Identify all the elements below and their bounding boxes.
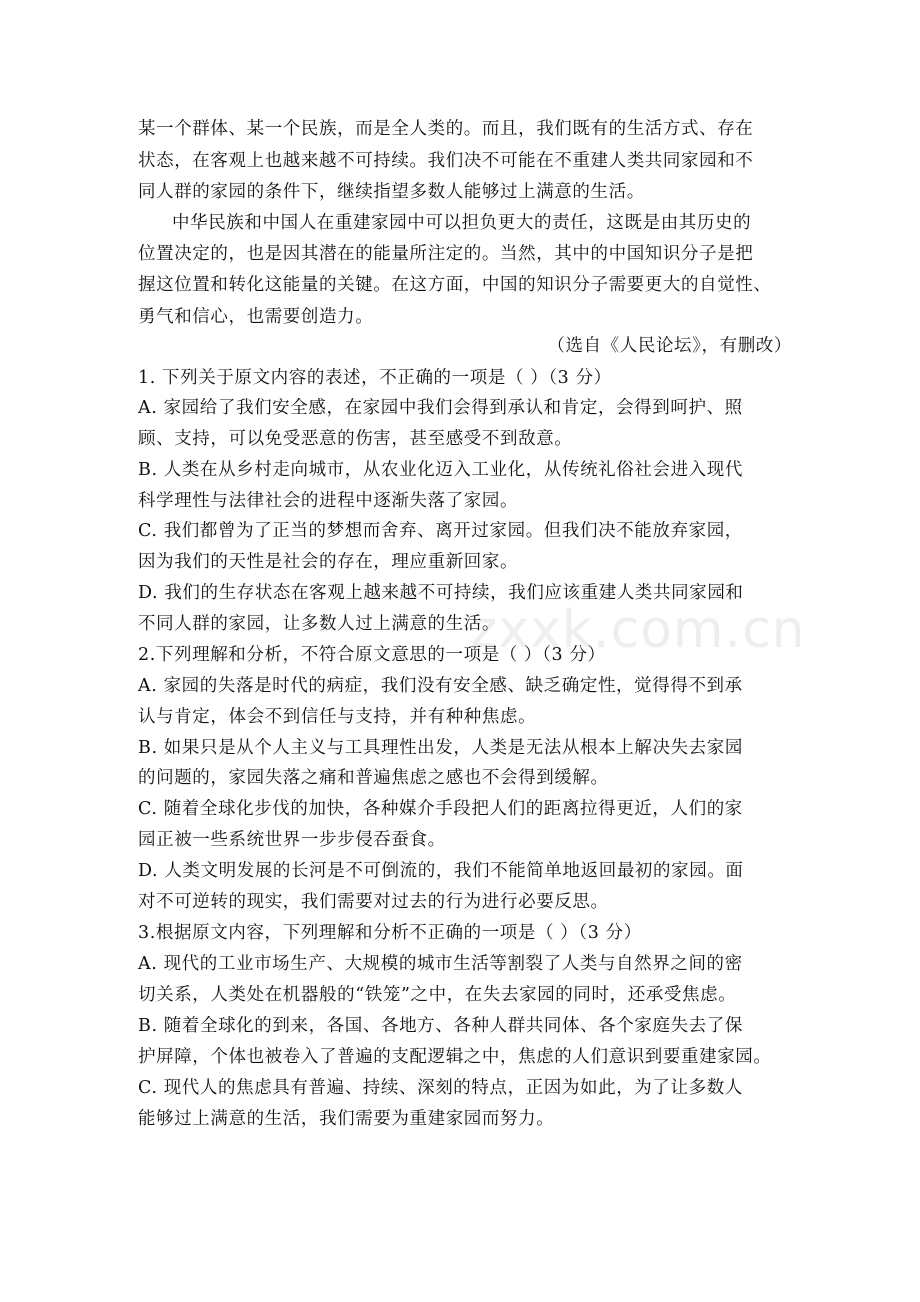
passage-line: 某一个群体、某一个民族，而是全人类的。而且，我们既有的生活方式、存在 xyxy=(138,119,754,139)
option-line: B. 人类在从乡村走向城市，从农业化迈入工业化，从传统礼俗社会进入现代 xyxy=(138,460,743,480)
option-line: 认与肯定，体会不到信任与支持，并有种种焦虑。 xyxy=(138,707,537,727)
passage-source: （选自《人民论坛》，有删改） xyxy=(547,336,792,356)
option-line: C. 现代人的焦虑具有普遍、持续、深刻的特点，正因为如此，为了让多数人 xyxy=(138,1078,743,1098)
passage-line: 同人群的家园的条件下，继续指望多数人能够过上满意的生活。 xyxy=(138,182,645,202)
option-line: B. 随着全球化的到来，各国、各地方、各种人群共同体、各个家庭失去了保 xyxy=(138,1016,743,1036)
option-line: 顾、支持，可以免受恶意的伤害，甚至感受不到敌意。 xyxy=(138,429,573,449)
question-stem: 2.下列理解和分析，不符合原文意思的一项是（ ）（3 分） xyxy=(138,645,606,665)
option-line: D. 人类文明发展的长河是不可倒流的，我们不能简单地返回最初的家园。面 xyxy=(138,861,744,881)
passage-line: 状态，在客观上也越来越不可持续。我们决不可能在不重建人类共同家园和不 xyxy=(138,151,754,171)
option-line: 因为我们的天性是社会的存在，理应重新回家。 xyxy=(138,552,519,572)
option-line: 切关系，人类处在机器般的“铁笼”之中，在失去家园的同时，还承受焦虑。 xyxy=(138,985,737,1005)
option-line: 科学理性与法律社会的进程中逐渐失落了家园。 xyxy=(138,491,519,511)
option-line: 园正被一些系统世界一步步侵吞蚕食。 xyxy=(138,830,446,850)
option-line: 对不可逆转的现实，我们需要对过去的行为进行必要反思。 xyxy=(138,892,609,912)
option-line: D. 我们的生存状态在客观上越来越不可持续，我们应该重建人类共同家园和 xyxy=(138,583,744,603)
option-line: 能够过上满意的生活，我们需要为重建家园而努力。 xyxy=(138,1109,555,1129)
option-line: 护屏障，个体也被卷入了普遍的支配逻辑之中，焦虑的人们意识到要重建家园。 xyxy=(138,1047,772,1067)
option-line: 不同人群的家园，让多数人过上满意的生活。 xyxy=(138,614,500,634)
passage-line: 勇气和信心，也需要创造力。 xyxy=(138,307,374,327)
option-line: B. 如果只是从个人主义与工具理性出发，人类是无法从根本上解决失去家园 xyxy=(138,738,743,758)
question-stem: 1. 下列关于原文内容的表述，不正确的一项是（ ）（3 分） xyxy=(138,368,612,388)
option-line: 的问题的，家园失落之痛和普遍焦虑之感也不会得到缓解。 xyxy=(138,768,609,788)
passage-line: 握这位置和转化这能量的关键。在这方面，中国的知识分子需要更大的自觉性、 xyxy=(138,275,772,295)
option-line: A. 现代的工业市场生产、大规模的城市生活等割裂了人类与自然界之间的密 xyxy=(138,954,743,974)
option-line: A. 家园的失落是时代的病症，我们没有安全感、缺乏确定性，觉得得不到承 xyxy=(138,676,743,696)
option-line: C. 随着全球化步伐的加快，各种媒介手段把人们的距离拉得更近，人们的家 xyxy=(138,799,743,819)
option-line: C. 我们都曾为了正当的梦想而舍弃、离开过家园。但我们决不能放弃家园， xyxy=(138,521,743,541)
passage-line: 中华民族和中国人在重建家园中可以担负更大的责任，这既是由其历史的 xyxy=(172,213,752,233)
option-line: A. 家园给了我们安全感，在家园中我们会得到承认和肯定，会得到呵护、照 xyxy=(138,398,743,418)
question-stem: 3.根据原文内容，下列理解和分析不正确的一项是（ ）（3 分） xyxy=(138,923,642,943)
passage-line: 位置决定的，也是因其潜在的能量所注定的。当然，其中的中国知识分子是把 xyxy=(138,244,754,264)
watermark: zxxk.com.cn xyxy=(470,600,806,660)
